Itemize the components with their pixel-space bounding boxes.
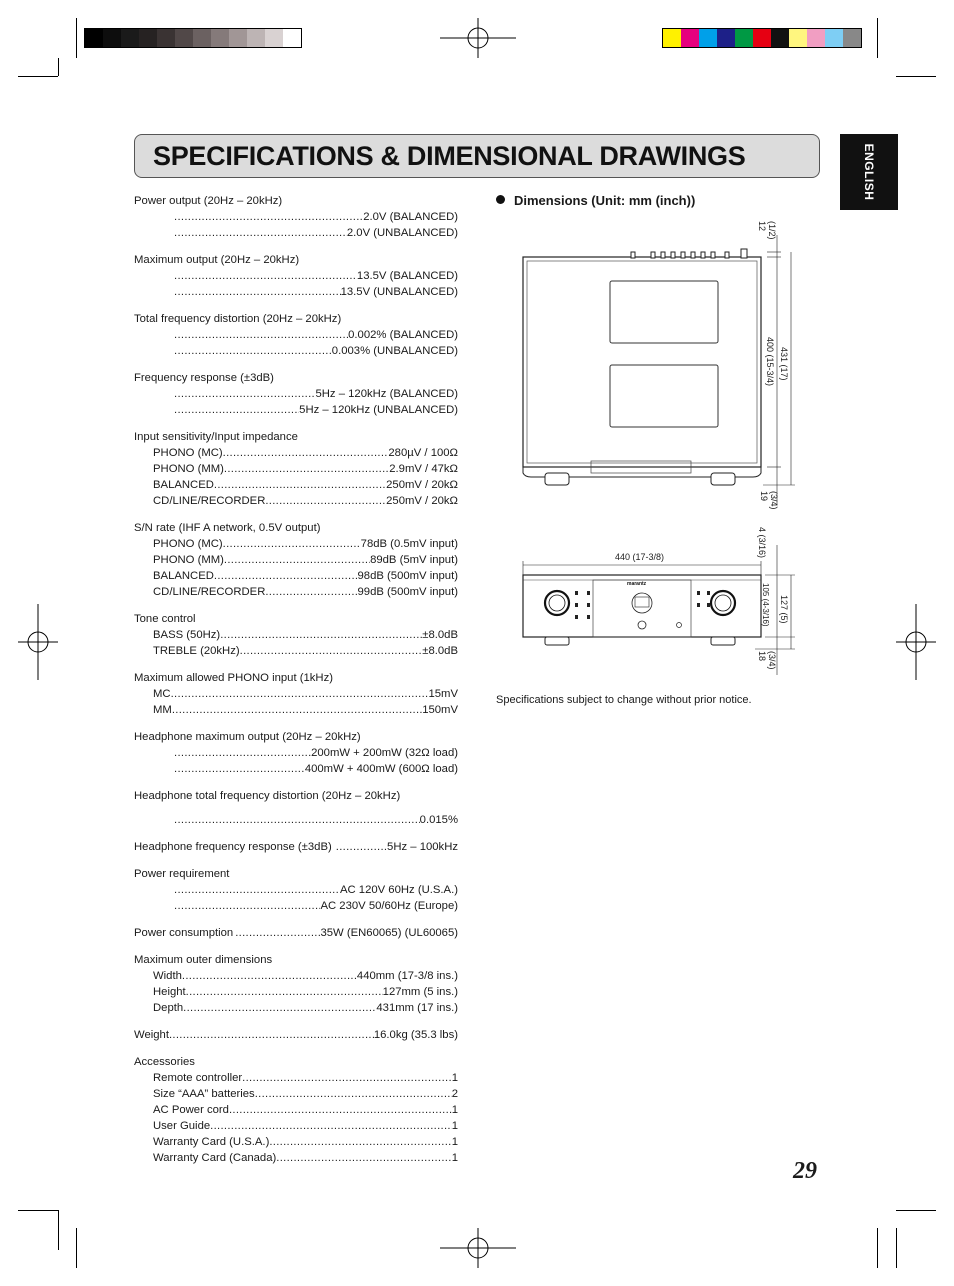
spec-row-name: PHONO (MC) — [153, 538, 223, 550]
spec-label: Headphone frequency response (±3dB) — [134, 841, 332, 853]
dim-foot: 18 — [757, 651, 767, 662]
registration-target-icon — [440, 1228, 516, 1268]
spec-headphone-frequency-response — [134, 839, 458, 855]
spec-total-frequency-distortion — [134, 311, 458, 359]
spec-value: 5Hz – 100kHz — [387, 841, 458, 853]
language-tab — [840, 134, 898, 210]
calibration-swatch — [229, 29, 247, 47]
spec-value: 78dB (0.5mV input) — [360, 538, 458, 550]
spec-value: 13.5V (BALANCED) — [356, 270, 458, 282]
spec-label: S/N rate (IHF A network, 0.5V output) — [134, 522, 321, 534]
spec-headphone-distortion — [134, 788, 458, 828]
spec-value: 0.015% — [419, 814, 458, 826]
spec-label: Input sensitivity/Input impedance — [134, 431, 298, 443]
spec-value: 400mW + 400mW (600Ω load) — [304, 763, 458, 775]
spec-label: Maximum allowed PHONO input (1kHz) — [134, 672, 334, 684]
brand-logo: marantz — [627, 581, 647, 587]
calibration-swatch — [247, 29, 265, 47]
spec-row-name: User Guide — [153, 1120, 211, 1132]
spec-value: 2 — [451, 1088, 458, 1100]
spec-value: 2.0V (UNBALANCED) — [346, 227, 458, 239]
spec-row-name: Warranty Card (Canada) — [153, 1152, 277, 1164]
calibration-swatch — [789, 29, 807, 47]
dim-body-depth: 400 (15-3/4) — [765, 337, 775, 387]
spec-label: Tone control — [134, 613, 196, 625]
spec-label: Power requirement — [134, 868, 230, 880]
registration-target-icon — [896, 604, 936, 680]
spec-label: Maximum outer dimensions — [134, 954, 273, 966]
spec-value: 89dB (5mV input) — [370, 554, 458, 566]
calibration-swatch — [663, 29, 681, 47]
calibration-swatch — [681, 29, 699, 47]
spec-label: Maximum output (20Hz – 20kHz) — [134, 254, 300, 266]
spec-value: 431mm (17 ins.) — [376, 1002, 458, 1014]
spec-value: 0.002% (BALANCED) — [348, 329, 458, 341]
dimensions-heading-text: Dimensions (Unit: mm (inch)) — [514, 193, 696, 208]
spec-value: 2.9mV / 47kΩ — [389, 463, 458, 475]
spec-value: ±8.0dB — [422, 629, 458, 641]
spec-power-requirement — [134, 866, 458, 914]
spec-value: 16.0kg (35.3 lbs) — [373, 1029, 458, 1041]
color-calibration-bar — [662, 28, 862, 48]
calibration-swatch — [85, 29, 103, 47]
spec-label: Total frequency distortion (20Hz – 20kHz) — [134, 313, 342, 325]
spec-label: Frequency response (±3dB) — [134, 372, 274, 384]
spec-frequency-response — [134, 370, 458, 418]
front-view-drawing — [515, 525, 805, 685]
spec-value: 440mm (17-3/8 ins.) — [356, 970, 458, 982]
spec-row-name: PHONO (MM) — [153, 463, 224, 475]
spec-row-name: MM — [153, 704, 172, 716]
dimensions-heading — [496, 193, 695, 208]
dim-front-top-gap: 4 (3/16) — [757, 527, 767, 559]
dim-body-height: 105 (4-3/16) — [761, 583, 770, 627]
spec-row-name: BALANCED — [153, 479, 214, 491]
spec-value: 250mV / 20kΩ — [386, 495, 458, 507]
spec-max-phono-input — [134, 670, 458, 718]
spec-power-output — [134, 193, 458, 241]
calibration-swatch — [175, 29, 193, 47]
spec-accessories — [134, 1054, 458, 1166]
spec-value: 99dB (500mV input) — [357, 586, 458, 598]
spec-weight — [134, 1027, 458, 1043]
calibration-swatch — [843, 29, 861, 47]
specification-note: Specifications subject to change without prior notice. — [496, 694, 752, 706]
spec-row-name: Height — [153, 986, 186, 998]
spec-label: Power consumption — [134, 927, 234, 939]
spec-input-sensitivity — [134, 429, 458, 509]
calibration-swatch — [193, 29, 211, 47]
spec-value: AC 120V 60Hz (U.S.A.) — [339, 884, 458, 896]
spec-headphone-max-output — [134, 729, 458, 777]
spec-label: Headphone total frequency distortion (20Hz – 20kHz) — [134, 790, 401, 802]
spec-row-name: AC Power cord — [153, 1104, 229, 1116]
spec-value: 1 — [451, 1104, 458, 1116]
spec-row-name: PHONO (MC) — [153, 447, 223, 459]
title-banner — [134, 134, 820, 178]
spec-value: 13.5V (UNBALANCED) — [340, 286, 458, 298]
calibration-swatch — [717, 29, 735, 47]
spec-row-name: BALANCED — [153, 570, 214, 582]
spec-row-name: TREBLE (20kHz) — [153, 645, 240, 657]
specifications-list — [134, 193, 458, 1177]
spec-row-name: MC — [153, 688, 171, 700]
spec-value: 2.0V (BALANCED) — [363, 211, 458, 223]
calibration-swatch — [103, 29, 121, 47]
spec-value: 35W (EN60065) (UL60065) — [320, 927, 458, 939]
calibration-swatch — [825, 29, 843, 47]
calibration-swatch — [735, 29, 753, 47]
spec-value: 250mV / 20kΩ — [386, 479, 458, 491]
spec-label: Accessories — [134, 1056, 195, 1068]
calibration-swatch — [121, 29, 139, 47]
dim-total-depth: 431 (17) — [779, 347, 789, 381]
spec-row-name: Width — [153, 970, 182, 982]
spec-row-name: Depth — [153, 1002, 184, 1014]
spec-value: 5Hz – 120kHz (UNBALANCED) — [299, 404, 458, 416]
dim-top-gap: 12 — [757, 221, 767, 232]
dim-top-gap-inch: (1/2) — [767, 221, 777, 240]
calibration-swatch — [753, 29, 771, 47]
spec-row-name: CD/LINE/RECORDER — [153, 495, 266, 507]
spec-row-name: Remote controller — [153, 1072, 243, 1084]
spec-outer-dimensions — [134, 952, 458, 1016]
spec-value: 1 — [451, 1136, 458, 1148]
spec-value: 280µV / 100Ω — [388, 447, 458, 459]
spec-value: 200mW + 200mW (32Ω load) — [311, 747, 458, 759]
calibration-swatch — [265, 29, 283, 47]
spec-value: 0.003% (UNBALANCED) — [331, 345, 458, 357]
spec-value: 1 — [451, 1152, 458, 1164]
dim-total-height: 127 (5) — [779, 595, 789, 624]
spec-row-name: Warranty Card (U.S.A.) — [153, 1136, 270, 1148]
bullet-icon — [496, 195, 505, 204]
spec-label: Power output (20Hz – 20kHz) — [134, 195, 283, 207]
registration-target-icon — [18, 604, 58, 680]
spec-power-consumption — [134, 925, 458, 941]
spec-row-name: BASS (50Hz) — [153, 629, 221, 641]
spec-tone-control — [134, 611, 458, 659]
calibration-swatch — [157, 29, 175, 47]
spec-label: Headphone maximum output (20Hz – 20kHz) — [134, 731, 361, 743]
spec-value: 1 — [451, 1072, 458, 1084]
spec-row-name: CD/LINE/RECORDER — [153, 586, 266, 598]
dim-foot-inch: (3/4) — [767, 651, 777, 670]
registration-target-icon — [440, 18, 516, 58]
dim-width: 440 (17-3/8) — [615, 552, 665, 562]
calibration-swatch — [139, 29, 157, 47]
calibration-swatch — [699, 29, 717, 47]
spec-sn-rate — [134, 520, 458, 600]
spec-row-name: Size “AAA” batteries — [153, 1088, 255, 1100]
calibration-swatch — [807, 29, 825, 47]
calibration-swatch — [211, 29, 229, 47]
page-number: 29 — [793, 1158, 817, 1184]
spec-value: AC 230V 50/60Hz (Europe) — [320, 900, 458, 912]
spec-value: ±8.0dB — [422, 645, 458, 657]
page-title: SPECIFICATIONS & DIMENSIONAL DRAWINGS — [153, 141, 746, 171]
spec-value: 1 — [451, 1120, 458, 1132]
gray-calibration-bar — [84, 28, 302, 48]
calibration-swatch — [771, 29, 789, 47]
spec-value: 15mV — [428, 688, 458, 700]
spec-value: 98dB (500mV input) — [357, 570, 458, 582]
language-tab-label: ENGLISH — [862, 143, 876, 201]
dim-bottom-gap-inch: (3/4) — [769, 491, 779, 510]
top-view-drawing — [515, 215, 805, 515]
spec-row-name: PHONO (MM) — [153, 554, 224, 566]
spec-maximum-output — [134, 252, 458, 300]
spec-label: Weight — [134, 1029, 169, 1041]
spec-value: 150mV — [422, 704, 458, 716]
spec-value: 127mm (5 ins.) — [382, 986, 458, 998]
dim-bottom-gap: 19 — [759, 491, 769, 502]
spec-value: 5Hz – 120kHz (BALANCED) — [315, 388, 458, 400]
calibration-swatch — [283, 29, 301, 47]
